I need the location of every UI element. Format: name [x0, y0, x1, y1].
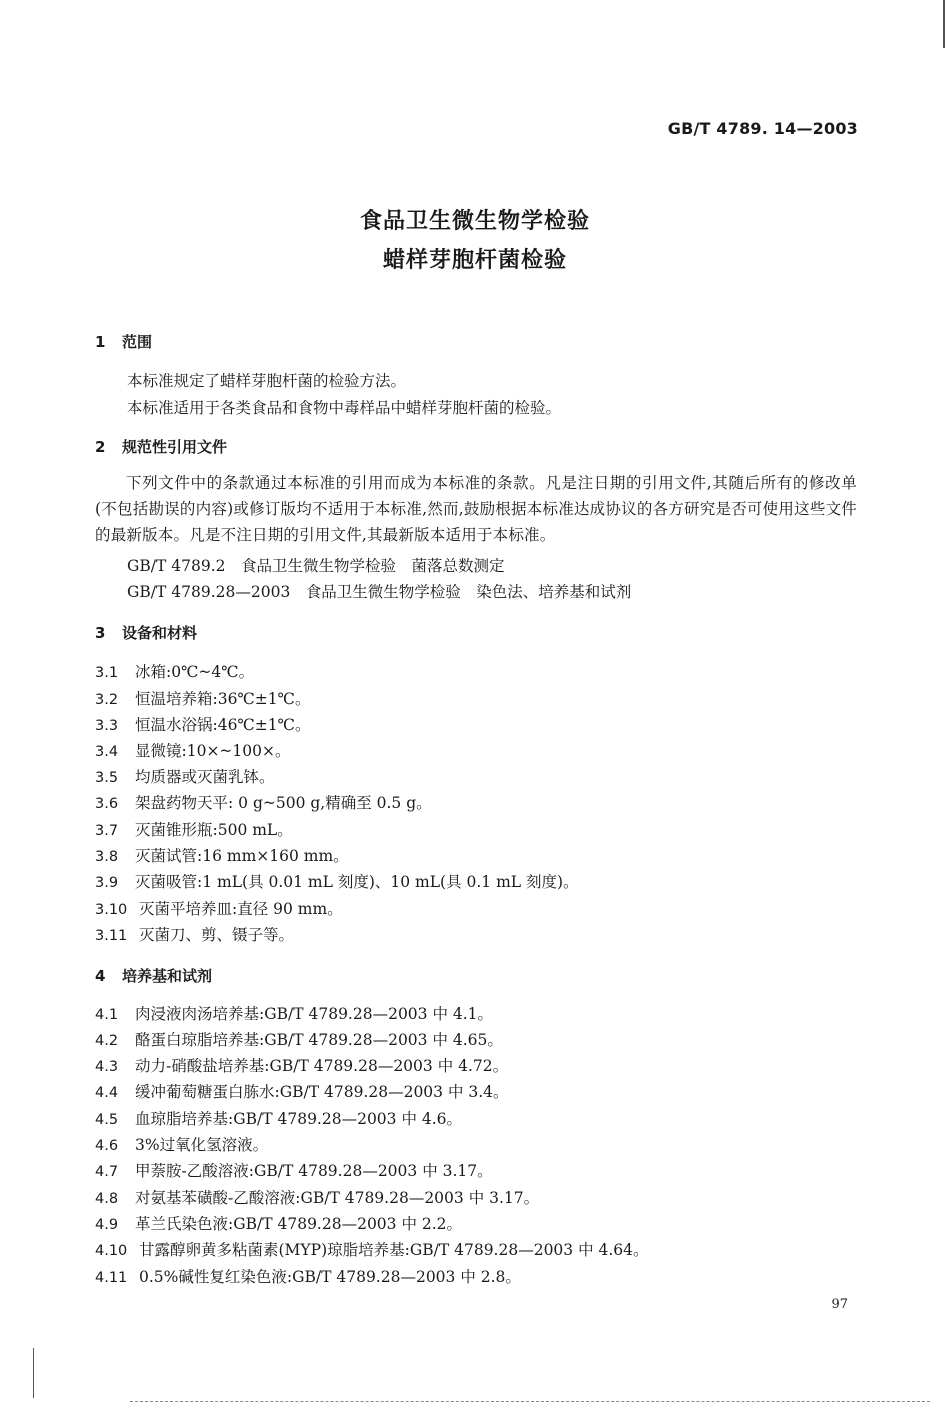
item-text: 酪蛋白琼脂培养基:GB/T 4789.28—2003 中 4.65。 — [135, 1031, 503, 1049]
list-item — [95, 739, 291, 761]
list-item — [95, 1265, 521, 1287]
item-number: 3.8 — [95, 849, 119, 865]
item-text: 灭菌刀、剪、镊子等。 — [139, 926, 295, 944]
list-item — [95, 1080, 509, 1102]
item-text: 甘露醇卵黄多粘菌素(MYP)琼脂培养基:GB/T 4789.28—2003 中 4.64。 — [139, 1241, 649, 1259]
item-text: 架盘药物天平: 0 g~500 g,精确至 0.5 g。 — [135, 794, 432, 812]
list-item — [95, 870, 579, 892]
list-item — [95, 1159, 493, 1181]
scan-edge-line — [130, 1401, 930, 1403]
list-item — [95, 923, 294, 945]
section-number: 1 — [95, 333, 106, 351]
section-title: 设备和材料 — [122, 624, 198, 642]
item-text: 缓冲葡萄糖蛋白胨水:GB/T 4789.28—2003 中 3.4。 — [135, 1083, 509, 1101]
list-item — [95, 791, 432, 813]
item-text: 恒温培养箱:36℃±1℃。 — [135, 690, 311, 708]
scope-line-2: 本标准适用于各类食品和食物中毒样品中蜡样芽胞杆菌的检验。 — [127, 399, 562, 417]
section-title: 规范性引用文件 — [122, 438, 228, 456]
item-text: 冰箱:0℃~4℃。 — [135, 663, 255, 681]
item-number: 3.6 — [95, 796, 119, 812]
normative-references-paragraph: 下列文件中的条款通过本标准的引用而成为本标准的条款。凡是注日期的引用文件,其随后所有的修改单(不包括勘误的内容)或修订版均不适用于本标准,然而,鼓励根据本标准达成协议的各方研究是否可使用这些文件的最新版本。凡是不注日期的引用文件,其最新版本适用于本标准。 — [95, 474, 857, 544]
scope-line-1: 本标准规定了蜡样芽胞杆菌的检验方法。 — [127, 372, 407, 390]
list-item — [95, 765, 275, 787]
page-edge-mark-bottom — [33, 1348, 34, 1398]
reference-line-1: GB/T 4789.2 食品卫生微生物学检验 菌落总数测定 — [127, 557, 505, 575]
item-number: 4.3 — [95, 1059, 119, 1075]
list-item — [95, 687, 310, 709]
list-item — [95, 1107, 462, 1129]
list-item — [95, 1133, 268, 1155]
document-title: 食品卫生微生物学检验 — [359, 209, 590, 234]
item-text: 3%过氧化氢溶液。 — [135, 1136, 269, 1154]
list-item — [95, 1238, 649, 1260]
section-title: 范围 — [122, 333, 153, 351]
item-number: 3.3 — [95, 718, 119, 734]
item-text: 灭菌锥形瓶:500 mL。 — [135, 821, 293, 839]
item-text: 灭菌试管:16 mm×160 mm。 — [135, 847, 349, 865]
item-number: 3.5 — [95, 770, 119, 786]
section-2-heading — [95, 436, 227, 457]
section-3-heading — [95, 622, 197, 643]
section-title: 培养基和试剂 — [122, 967, 213, 985]
item-number: 3.2 — [95, 692, 119, 708]
item-text: 恒温水浴锅:46℃±1℃。 — [135, 716, 311, 734]
item-number: 4.1 — [95, 1007, 119, 1023]
item-number: 4.11 — [95, 1270, 128, 1286]
item-number: 3.1 — [95, 665, 119, 681]
item-text: 均质器或灭菌乳钵。 — [135, 768, 275, 786]
item-text: 革兰氏染色液:GB/T 4789.28—2003 中 2.2。 — [135, 1215, 463, 1233]
item-number: 3.9 — [95, 875, 119, 891]
item-number: 3.11 — [95, 928, 128, 944]
item-number: 3.10 — [95, 902, 128, 918]
list-item — [95, 660, 254, 682]
item-number: 4.2 — [95, 1033, 119, 1049]
list-item — [95, 1186, 539, 1208]
item-text: 甲萘胺-乙酸溶液:GB/T 4789.28—2003 中 3.17。 — [135, 1162, 493, 1180]
item-text: 动力-硝酸盐培养基:GB/T 4789.28—2003 中 4.72。 — [135, 1057, 509, 1075]
item-number: 3.4 — [95, 744, 119, 760]
item-number: 4.7 — [95, 1164, 119, 1180]
page-number: 97 — [831, 1297, 848, 1312]
section-number: 3 — [95, 624, 106, 642]
section-1-heading — [95, 331, 152, 352]
list-item — [95, 1002, 493, 1024]
list-item — [95, 844, 349, 866]
item-text: 显微镜:10×~100×。 — [135, 742, 291, 760]
list-item — [95, 1028, 503, 1050]
item-number: 4.4 — [95, 1085, 119, 1101]
reference-line-2: GB/T 4789.28—2003 食品卫生微生物学检验 染色法、培养基和试剂 — [127, 583, 632, 601]
page-edge-mark-top — [943, 0, 945, 48]
item-text: 灭菌吸管:1 mL(具 0.01 mL 刻度)、10 mL(具 0.1 mL 刻度)。 — [135, 873, 579, 891]
list-item — [95, 897, 343, 919]
item-text: 对氨基苯磺酸-乙酸溶液:GB/T 4789.28—2003 中 3.17。 — [135, 1189, 540, 1207]
item-text: 血琼脂培养基:GB/T 4789.28—2003 中 4.6。 — [135, 1110, 463, 1128]
item-text: 灭菌平培养皿:直径 90 mm。 — [139, 900, 343, 918]
item-number: 4.8 — [95, 1191, 119, 1207]
item-number: 4.6 — [95, 1138, 119, 1154]
standard-code: GB/T 4789. 14—2003 — [667, 119, 858, 138]
section-4-heading — [95, 965, 212, 986]
list-item — [95, 818, 293, 840]
list-item — [95, 1212, 462, 1234]
item-text: 肉浸液肉汤培养基:GB/T 4789.28—2003 中 4.1。 — [135, 1005, 494, 1023]
section-number: 2 — [95, 438, 106, 456]
section-number: 4 — [95, 967, 106, 985]
list-item — [95, 713, 310, 735]
item-number: 4.10 — [95, 1243, 128, 1259]
item-number: 4.9 — [95, 1217, 119, 1233]
list-item — [95, 1054, 508, 1076]
item-number: 4.5 — [95, 1112, 119, 1128]
item-text: 0.5%碱性复红染色液:GB/T 4789.28—2003 中 2.8。 — [139, 1268, 521, 1286]
item-number: 3.7 — [95, 823, 119, 839]
document-subtitle: 蜡样芽胞杆菌检验 — [382, 248, 567, 273]
